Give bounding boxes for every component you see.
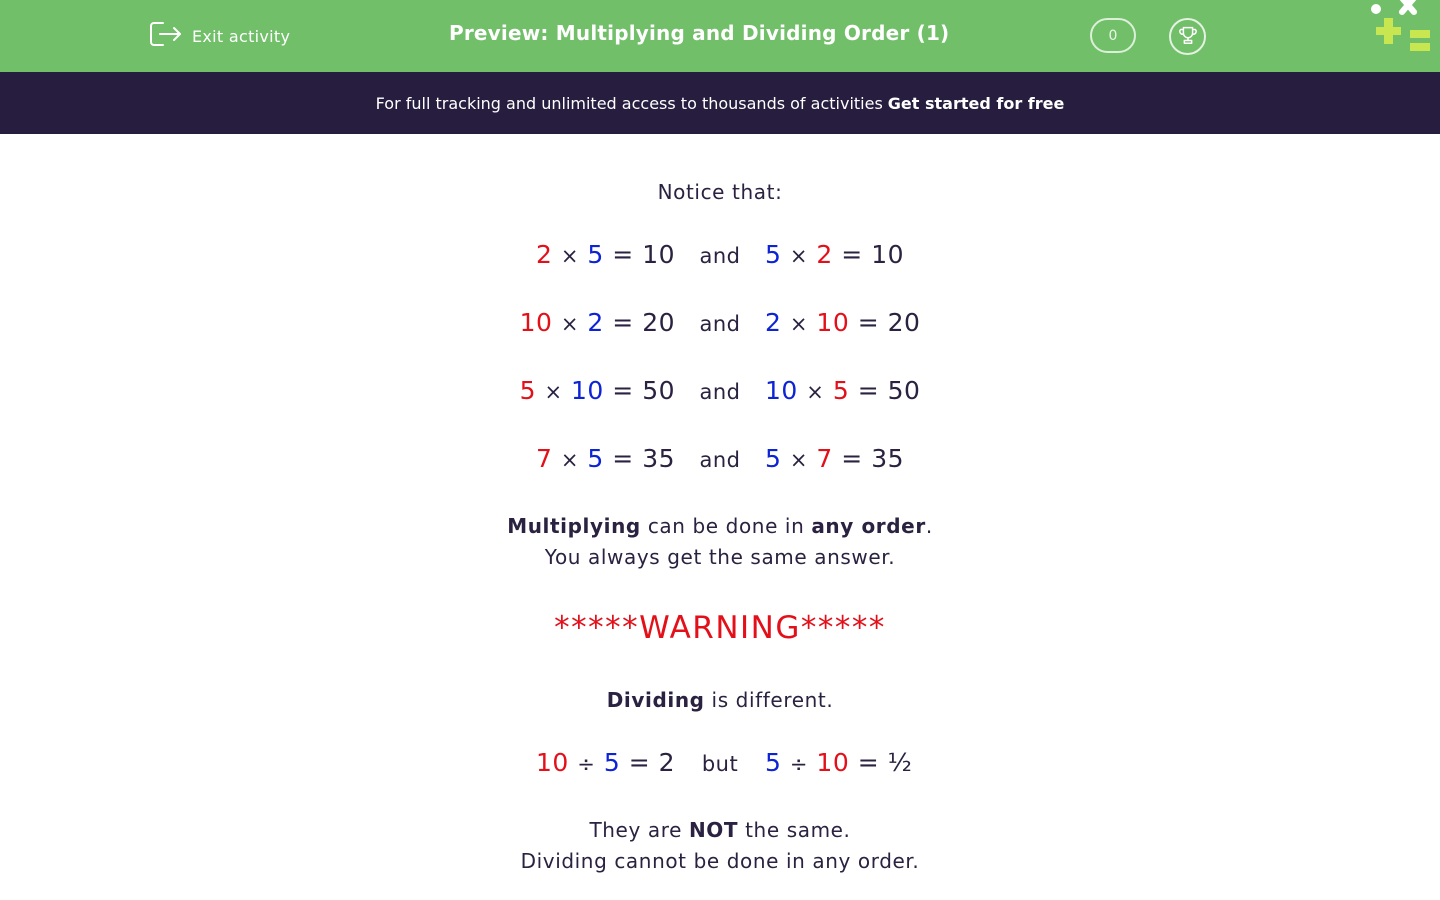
rule-bold-multiplying: Multiplying [507,514,641,538]
promo-text: For full tracking and unlimited access to thousands of activities [375,93,883,113]
trophy-button[interactable] [1169,18,1206,55]
conclusion-bold-not: NOT [688,818,739,842]
conclusion-line-2: Dividing cannot be done in any order. [520,849,920,873]
equation-right: 2 × 10 = 20 [765,308,921,337]
division-left: 10 ÷ 5 = 2 [536,748,675,777]
brand-logo [1366,0,1440,60]
trophy-icon [1177,24,1199,50]
dividing-statement: Dividing is different. [606,688,834,712]
exit-activity-label: Exit activity [192,26,291,46]
activity-content [0,134,1440,900]
exit-activity-button[interactable] [149,20,290,52]
equation-left: 7 × 5 = 35 [536,444,675,473]
conjunction-but: but [701,752,739,776]
equation-right: 10 × 5 = 50 [765,376,921,405]
equation-row [0,240,1440,269]
conjunction-and: and [699,312,741,336]
conjunction-and: and [699,448,741,472]
rule-statement: Multiplying can be done in any order. [507,514,933,538]
warning-heading: *****WARNING***** [554,610,886,646]
equation-row [0,444,1440,473]
equation-right: 5 × 2 = 10 [765,240,904,269]
get-started-link[interactable]: Get started for free [887,93,1065,113]
division-row [0,748,1440,777]
equation-right: 5 × 7 = 35 [765,444,904,473]
equation-left: 2 × 5 = 10 [536,240,675,269]
top-bar [0,0,1440,72]
conclusion-line-1: They are NOT the same. [589,818,851,842]
equation-row [0,308,1440,337]
exit-icon [149,20,182,52]
score-value: 0 [1108,27,1118,44]
equation-left: 10 × 2 = 20 [519,308,675,337]
conjunction-and: and [699,244,741,268]
division-right: 5 ÷ 10 = ½ [765,748,913,777]
rule-bold-any-order: any order [811,514,926,538]
promo-banner [0,72,1440,134]
score-badge [1090,18,1136,53]
page-title: Preview: Multiplying and Dividing Order (1) [449,21,950,45]
rule-line-2: You always get the same answer. [544,545,896,569]
notice-heading: Notice that: [657,180,783,204]
equation-row [0,376,1440,405]
conjunction-and: and [699,380,741,404]
equation-left: 5 × 10 = 50 [519,376,675,405]
